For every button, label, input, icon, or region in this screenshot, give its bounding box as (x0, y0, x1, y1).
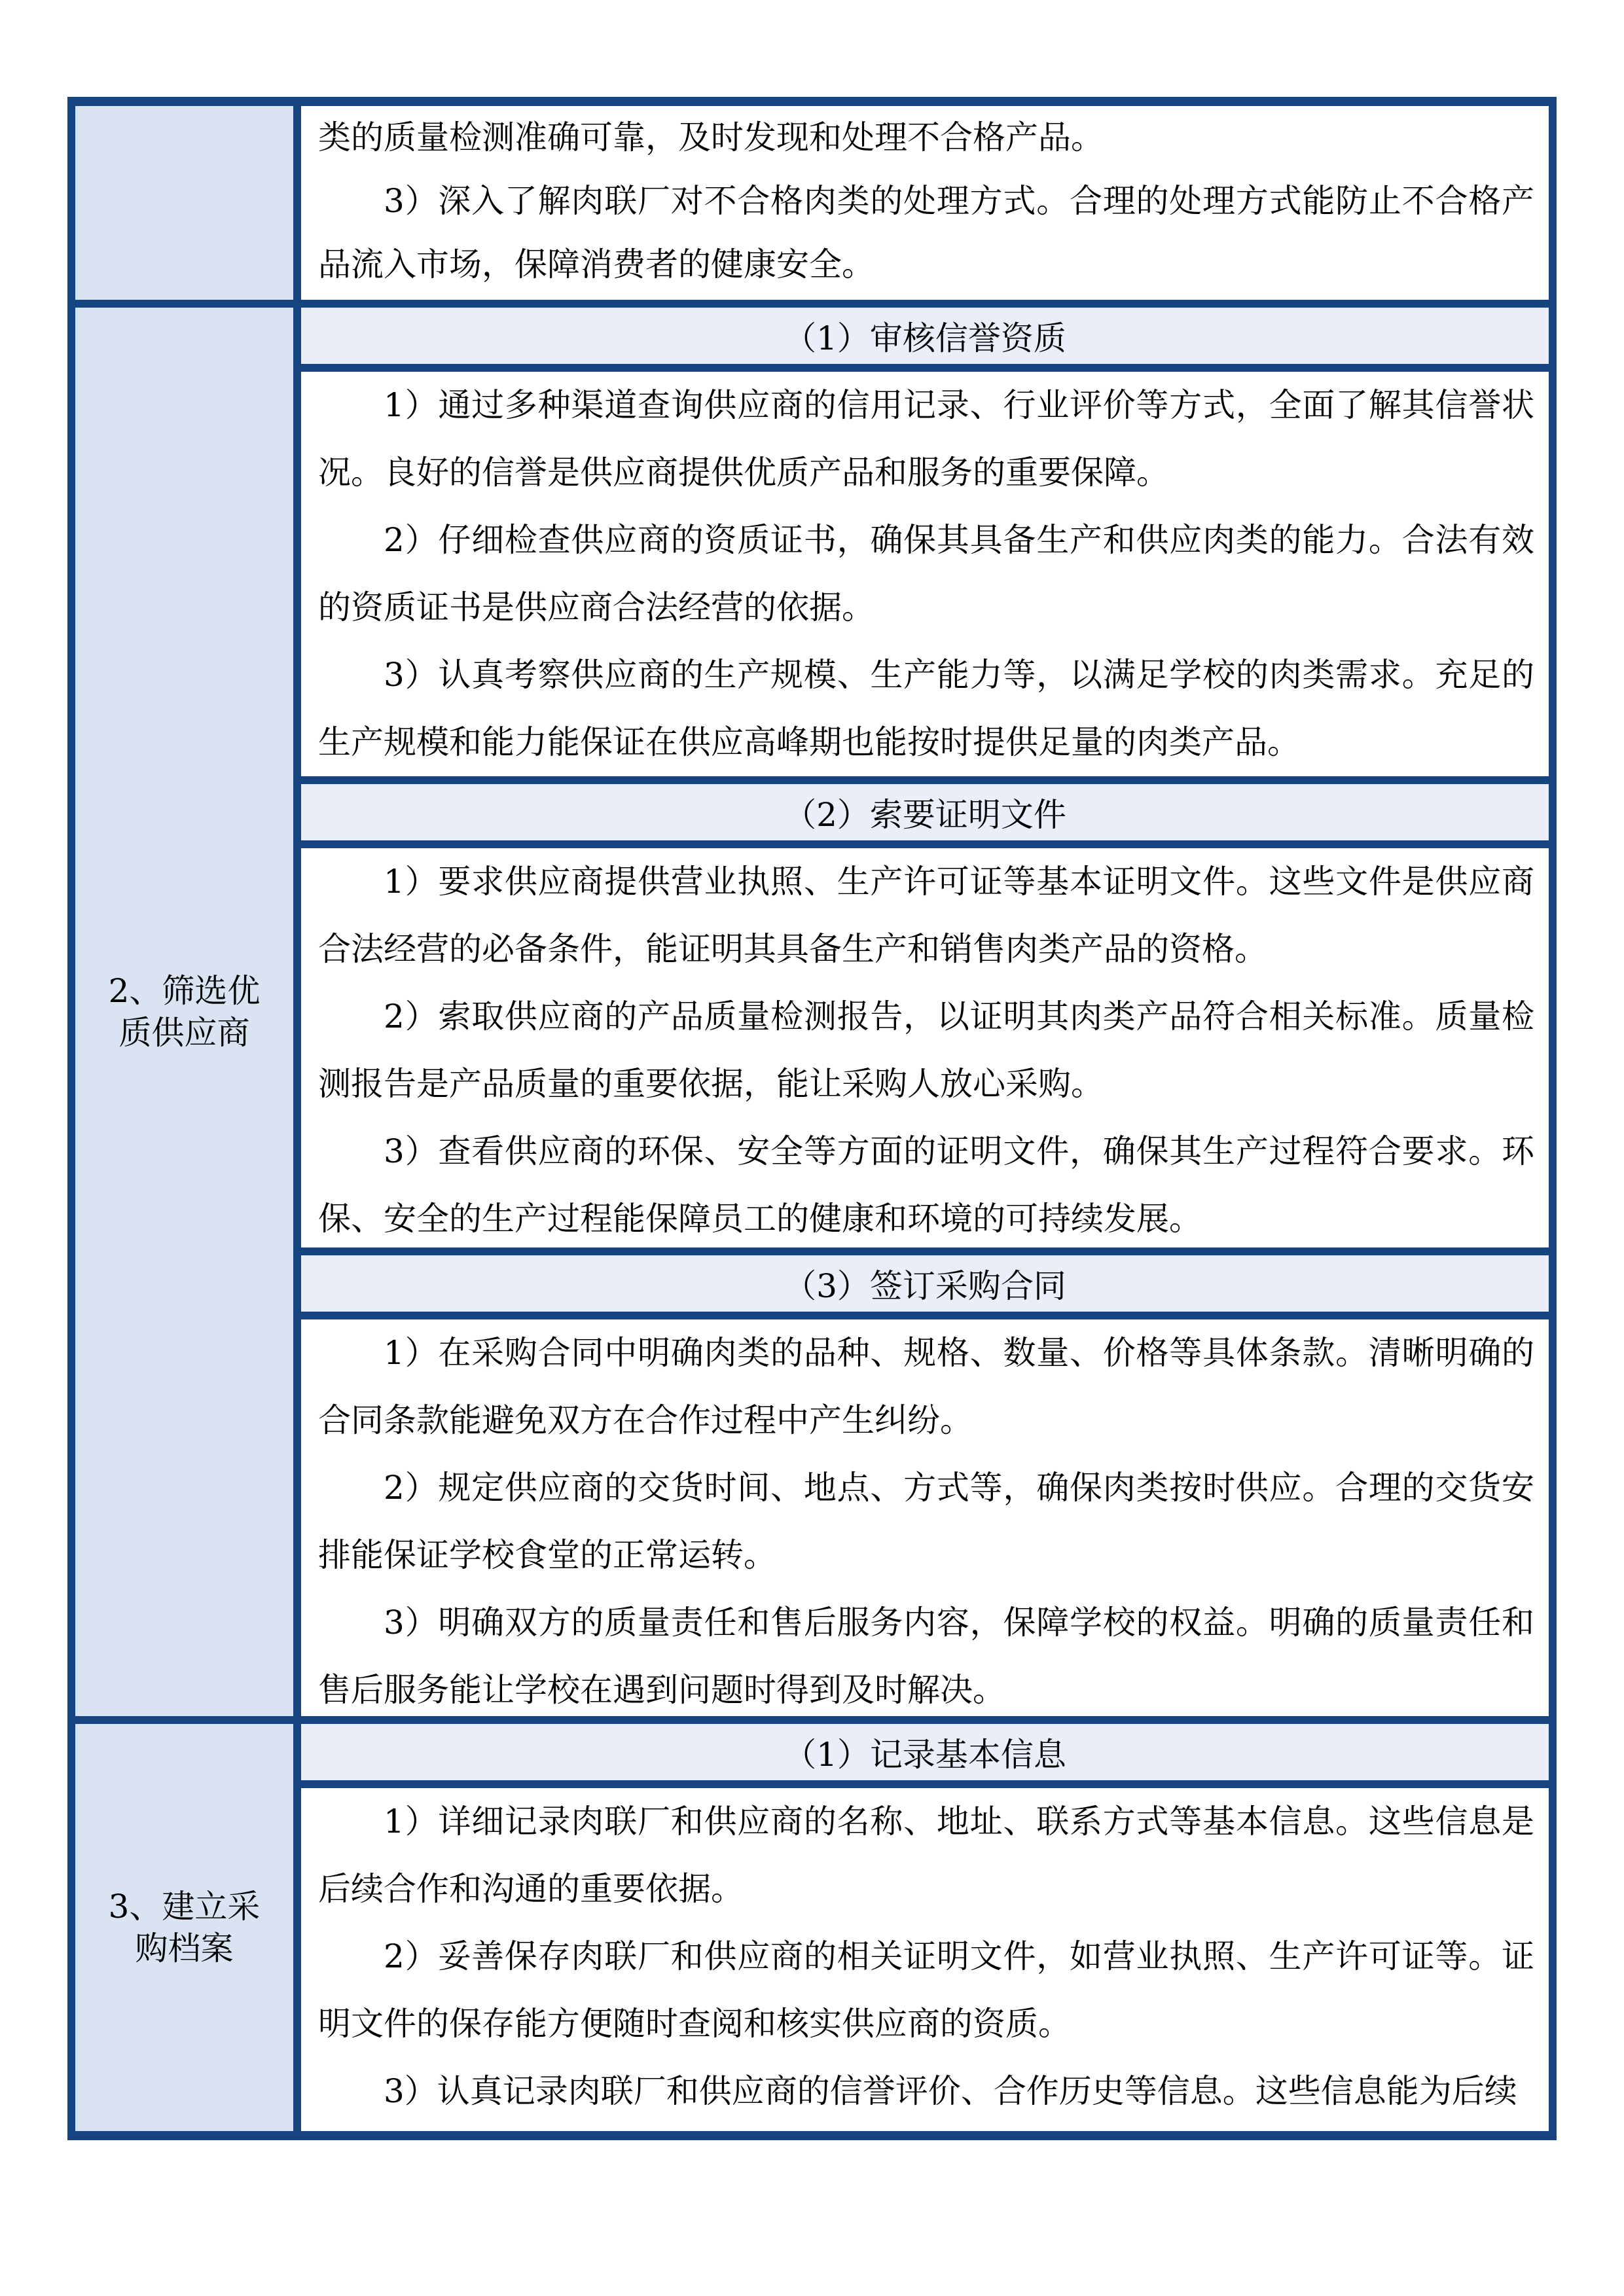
paragraph: 3）查看供应商的环保、安全等方面的证明文件，确保其生产过程符合要求。环保、安全的生产过程能保障员工的健康和环境的可持续发展。 (318, 1132, 1534, 1238)
continuation-text-cell (301, 106, 1549, 300)
paragraph: 1）在采购合同中明确肉类的品种、规格、数量、价格等具体条款。清晰明确的合同条款能避免双方在合作过程中产生纠纷。 (318, 1334, 1534, 1439)
paragraph: 2）索取供应商的产品质量检测报告，以证明其肉类产品符合相关标准。质量检测报告是产品质量的重要依据，能让采购人放心采购。 (318, 997, 1534, 1103)
paragraph: 3）认真记录肉联厂和供应商的信誉评价、合作历史等信息。这些信息能为后续 (384, 2072, 1517, 2110)
paragraph: 2）妥善保存肉联厂和供应商的相关证明文件，如营业执照、生产许可证等。证明文件的保存能方便随时查阅和核实供应商的资质。 (318, 1937, 1534, 2043)
section-header-record-basic-info: （1）记录基本信息 (301, 1724, 1549, 1780)
paragraph: 3）明确双方的质量责任和售后服务内容，保障学校的权益。明确的质量责任和售后服务能让学校在遇到问题时得到及时解决。 (318, 1604, 1534, 1709)
paragraph: 类的质量检测准确可靠，及时发现和处理不合格产品。 (318, 118, 1104, 156)
paragraph: 1）通过多种渠道查询供应商的信用记录、行业评价等方式，全面了解其信誉状况。良好的信誉是供应商提供优质产品和服务的重要保障。 (318, 386, 1534, 492)
section-text-sign-contract (301, 1319, 1549, 1716)
paragraph: 1）详细记录肉联厂和供应商的名称、地址、联系方式等基本信息。这些信息是后续合作和沟通的重要依据。 (318, 1803, 1534, 1908)
row-label-continuation (75, 106, 293, 300)
paragraph: 3）深入了解肉联厂对不合格肉类的处理方式。合理的处理方式能防止不合格产品流入市场，保障消费者的健康安全。 (318, 182, 1534, 283)
paragraph: 1）要求供应商提供营业执照、生产许可证等基本证明文件。这些文件是供应商合法经营的必备条件，能证明其具备生产和销售肉类产品的资格。 (318, 863, 1534, 968)
paragraph: 2）仔细检查供应商的资质证书，确保其具备生产和供应肉类的能力。合法有效的资质证书是供应商合法经营的依据。 (318, 521, 1534, 626)
section-header-request-documents: （2）索要证明文件 (301, 784, 1549, 840)
paragraph: 3）认真考察供应商的生产规模、生产能力等，以满足学校的肉类需求。充足的生产规模和能力能保证在供应高峰期也能按时提供足量的肉类产品。 (318, 656, 1534, 761)
section-header-credit-qualification: （1）审核信誉资质 (301, 308, 1549, 364)
section-header-sign-contract: （3）签订采购合同 (301, 1255, 1549, 1312)
section-text-record-basic-info (301, 1788, 1549, 2131)
section-text-credit-qualification (301, 372, 1549, 776)
row-label-screen-suppliers: 2、筛选优质供应商 (75, 308, 293, 1716)
procurement-table (67, 97, 1557, 2140)
paragraph: 2）规定供应商的交货时间、地点、方式等，确保肉类按时供应。合理的交货安排能保证学校食堂的正常运转。 (318, 1469, 1534, 1574)
section-text-request-documents (301, 848, 1549, 1247)
row-label-procurement-archive: 3、建立采购档案 (75, 1724, 293, 2131)
